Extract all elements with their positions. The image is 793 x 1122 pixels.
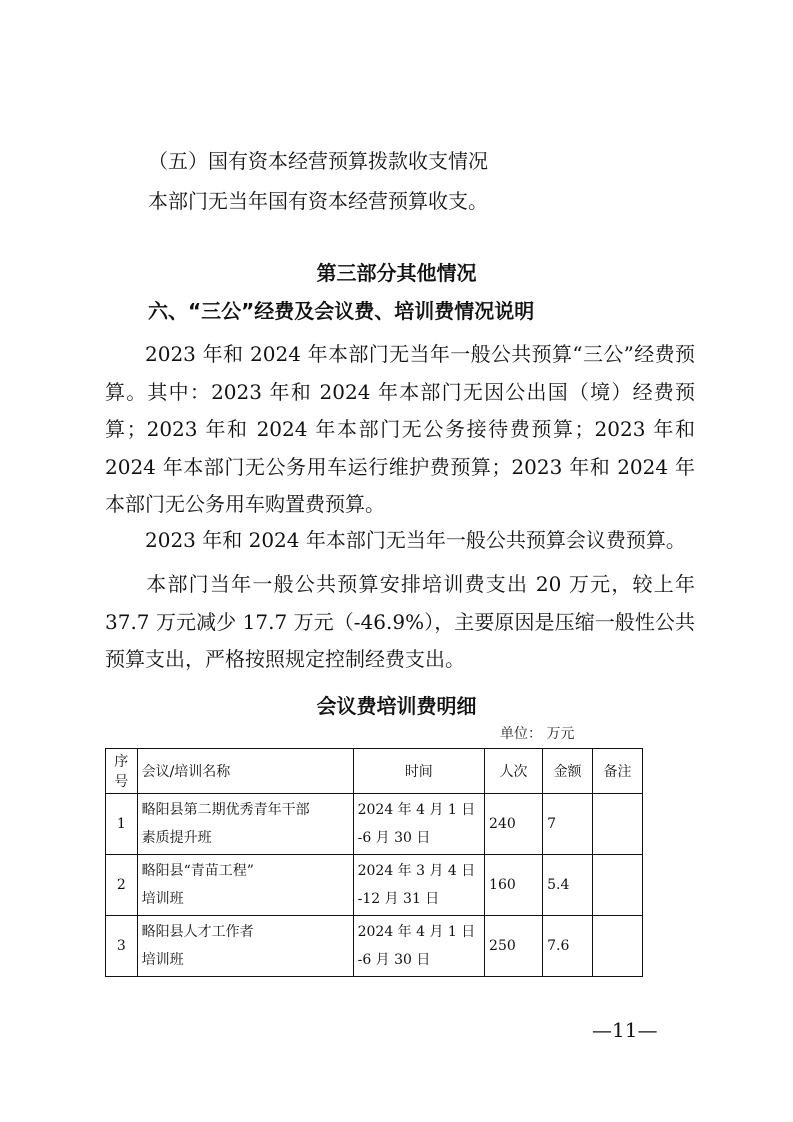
name-line: 略阳县第二期优秀青年干部 bbox=[141, 802, 310, 818]
header-seq: 序号 bbox=[106, 749, 138, 794]
time-line: -6 月 30 日 bbox=[357, 830, 431, 846]
cell-time bbox=[353, 855, 484, 916]
header-people: 人次 bbox=[485, 749, 543, 794]
cell-amount: 7.6 bbox=[543, 916, 593, 977]
cell-note bbox=[593, 916, 643, 977]
cell-amount: 7 bbox=[543, 794, 593, 855]
cell-time bbox=[353, 794, 484, 855]
table-row bbox=[106, 916, 643, 977]
cell-people: 250 bbox=[485, 916, 543, 977]
section-six-heading: 六、“三公”经费及会议费、培训费情况说明 bbox=[148, 299, 535, 323]
table-row bbox=[106, 794, 643, 855]
page-number: —11— bbox=[592, 1018, 658, 1042]
cell-seq: 1 bbox=[106, 794, 138, 855]
cell-seq: 3 bbox=[106, 916, 138, 977]
name-line: 培训班 bbox=[141, 891, 184, 907]
meeting-training-fee-table bbox=[105, 748, 643, 977]
time-line: -6 月 30 日 bbox=[357, 952, 431, 968]
cell-people: 160 bbox=[485, 855, 543, 916]
time-line: 2024 年 4 月 1 日 bbox=[357, 924, 476, 940]
cell-name bbox=[137, 855, 353, 916]
paragraph-training-fees bbox=[105, 566, 695, 679]
name-line: 培训班 bbox=[141, 952, 184, 968]
time-line: 2024 年 4 月 1 日 bbox=[357, 802, 476, 818]
time-line: -12 月 31 日 bbox=[357, 891, 440, 907]
name-line: 略阳县人才工作者 bbox=[141, 924, 254, 940]
cell-amount: 5.4 bbox=[543, 855, 593, 916]
section-five-heading: （五）国有资本经营预算拨款收支情况 bbox=[148, 149, 488, 173]
header-amount: 金额 bbox=[543, 749, 593, 794]
cell-note bbox=[593, 794, 643, 855]
cell-seq: 2 bbox=[106, 855, 138, 916]
table-title: 会议费培训费明细 bbox=[316, 694, 477, 718]
cell-note bbox=[593, 855, 643, 916]
paragraph-meeting-fees bbox=[105, 522, 695, 560]
header-time: 时间 bbox=[353, 749, 484, 794]
name-line: 略阳县“青苗工程” bbox=[141, 863, 254, 879]
section-five-body: 本部门无当年国有资本经营预算收支。 bbox=[148, 189, 488, 213]
table-header-row bbox=[106, 749, 643, 794]
paragraph-text: 2023 年和 2024 年本部门无当年一般公共预算会议费预算。 bbox=[145, 528, 686, 552]
time-line: 2024 年 3 月 4 日 bbox=[357, 863, 476, 879]
cell-people: 240 bbox=[485, 794, 543, 855]
header-note: 备注 bbox=[593, 749, 643, 794]
paragraph-text: 2023 年和 2024 年本部门无当年一般公共预算“三公”经费预算。其中：2023 年和 2024 年本部门无因公出国（境）经费预算；2023 年和 2024 年本部门无公务接待费预算；2023 年和 2024 年本部门无公务用车运行维护费预算；2023 年和 2024 年本部门无公务用车购置费预算。 bbox=[105, 342, 695, 517]
cell-name bbox=[137, 916, 353, 977]
cell-name bbox=[137, 794, 353, 855]
part-three-title: 第三部分其他情况 bbox=[316, 261, 477, 285]
name-line: 素质提升班 bbox=[141, 830, 212, 846]
paragraph-text: 本部门当年一般公共预算安排培训费支出 20 万元，较上年 37.7 万元减少 17.7 万元（-46.9%），主要原因是压缩一般性公共预算支出，严格按照规定控制经费支出。 bbox=[105, 572, 695, 672]
paragraph-three-public-expenses bbox=[105, 336, 695, 524]
header-name: 会议/培训名称 bbox=[137, 749, 353, 794]
table-row bbox=[106, 855, 643, 916]
unit-label: 单位： 万元 bbox=[500, 726, 575, 742]
cell-time bbox=[353, 916, 484, 977]
